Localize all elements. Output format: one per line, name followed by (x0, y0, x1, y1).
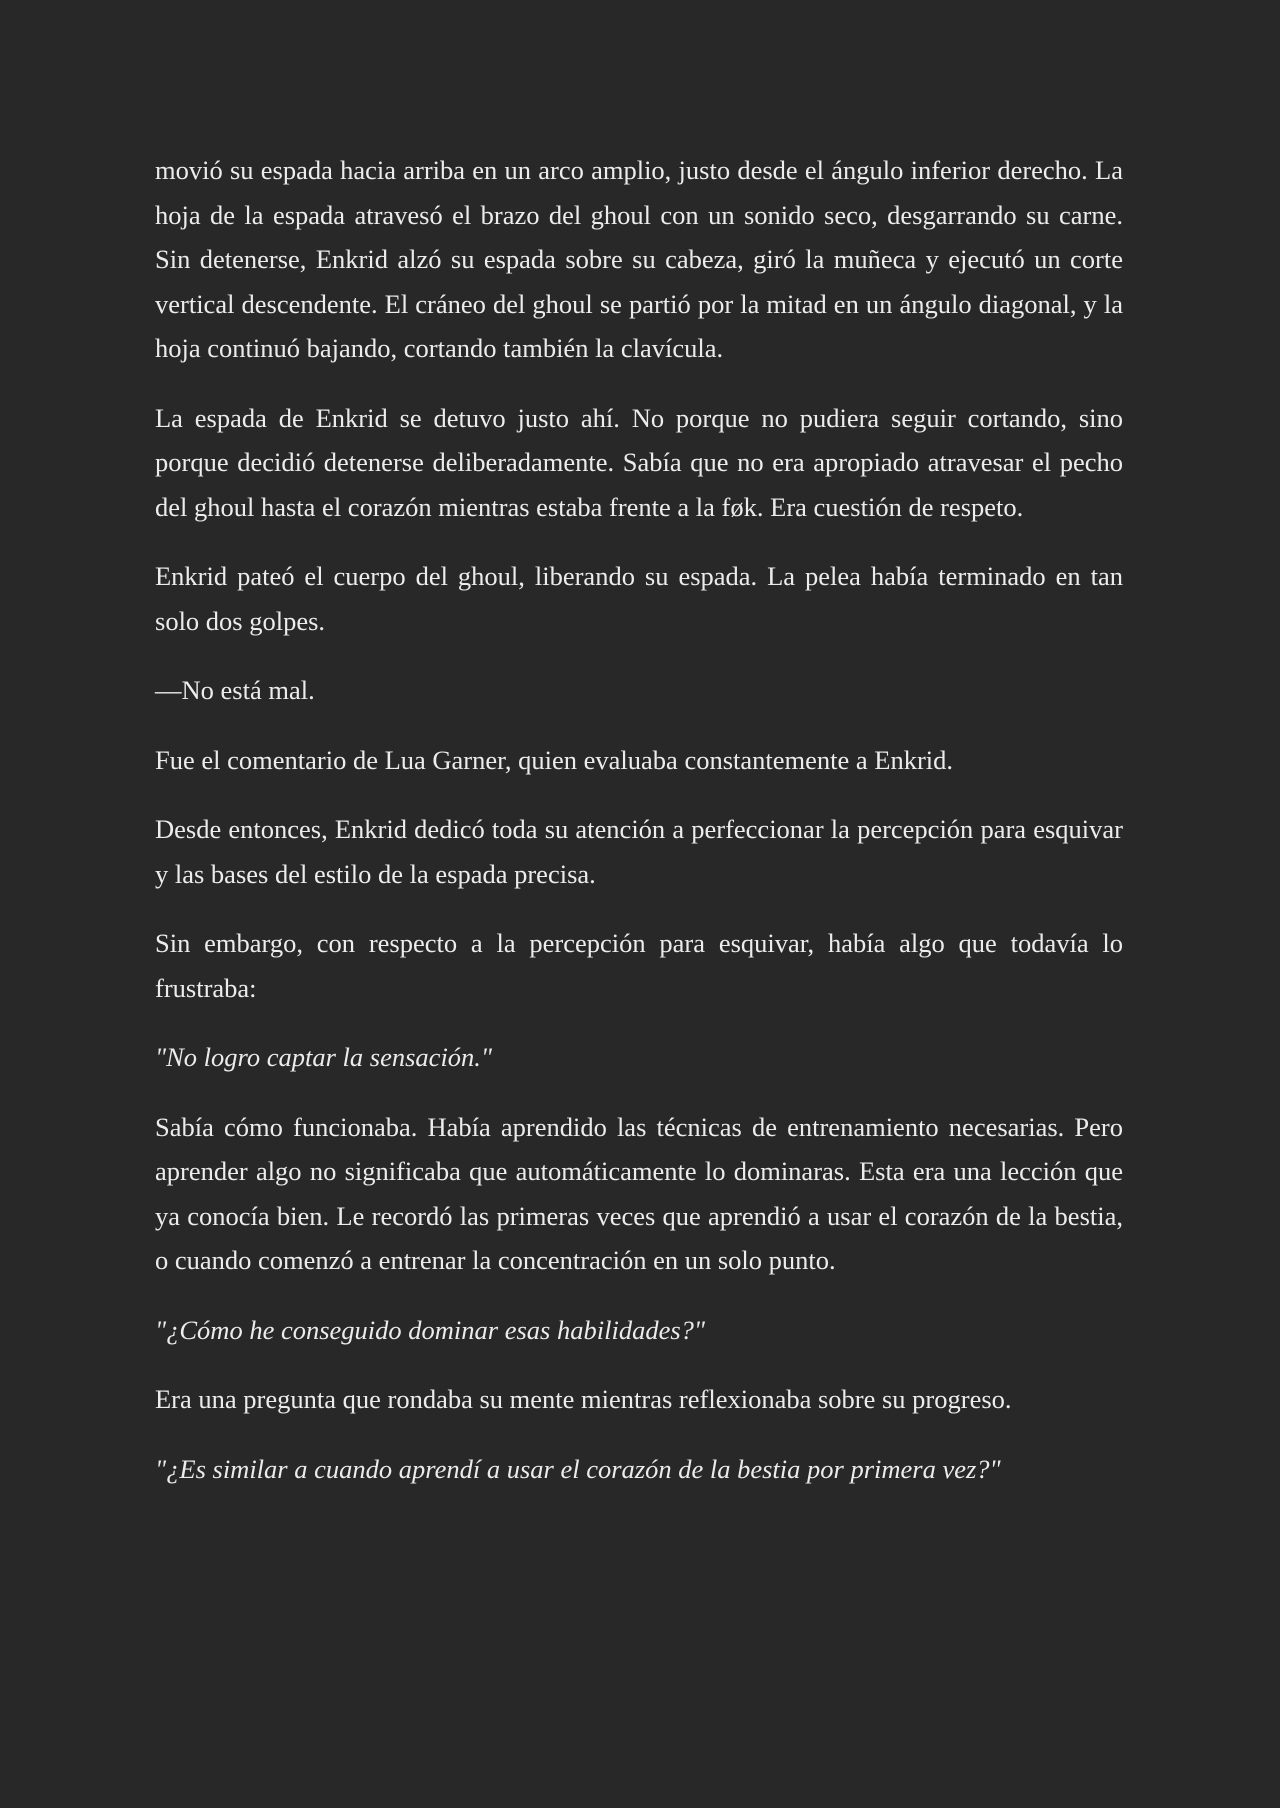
paragraph: Desde entonces, Enkrid dedicó toda su atención a perfeccionar la percepción para esquivar y las bases del estilo de la espada precisa. (155, 814, 1123, 889)
inner-thought: "¿Cómo he conseguido dominar esas habilidades?" (155, 1314, 706, 1345)
paragraph: Fue el comentario de Lua Garner, quien evaluaba constantemente a Enkrid. (155, 744, 954, 775)
paragraph: Sin embargo, con respecto a la percepción para esquivar, había algo que todavía lo frustraba: (155, 928, 1123, 1003)
paragraph: La espada de Enkrid se detuvo justo ahí. No porque no pudiera seguir cortando, sino porque decidió detenerse deliberadamente. Sabía que no era apropiado atravesar el pecho del ghoul hasta el corazón mientras estaba frente a la føk. Era cuestión de respeto. (155, 402, 1123, 522)
paragraph: Era una pregunta que rondaba su mente mientras reflexionaba sobre su progreso. (155, 1384, 1012, 1414)
paragraph: movió su espada hacia arriba en un arco amplio, justo desde el ángulo inferior derecho. La hoja de la espada atravesó el brazo del ghoul con un sonido seco, desgarrando su carne. Sin detenerse, Enkrid alzó su espada sobre su cabeza, giró la muñeca y ejecutó un corte vertical descendente. El cráneo del ghoul se partió por la mitad en un ángulo diagonal, y la hoja continuó bajando, cortando también la clavícula. (155, 155, 1123, 363)
inner-thought: "No logro captar la sensación." (155, 1042, 493, 1072)
dialogue-line: —No está mal. (155, 675, 315, 705)
paragraph: Enkrid pateó el cuerpo del ghoul, liberando su espada. La pelea había terminado en tan solo dos golpes. (155, 561, 1123, 636)
chapter-text (155, 148, 1123, 1516)
paragraph: Sabía cómo funcionaba. Había aprendido las técnicas de entrenamiento necesarias. Pero aprender algo no significaba que automáticamente lo dominaras. Esta era una lección que ya conocía bien. Le recordó las primeras veces que aprendió a usar el corazón de la bestia, o cuando comenzó a entrenar la concentración en un solo punto. (155, 1111, 1123, 1275)
inner-thought: "¿Es similar a cuando aprendí a usar el corazón de la bestia por primera vez?" (155, 1453, 1001, 1484)
